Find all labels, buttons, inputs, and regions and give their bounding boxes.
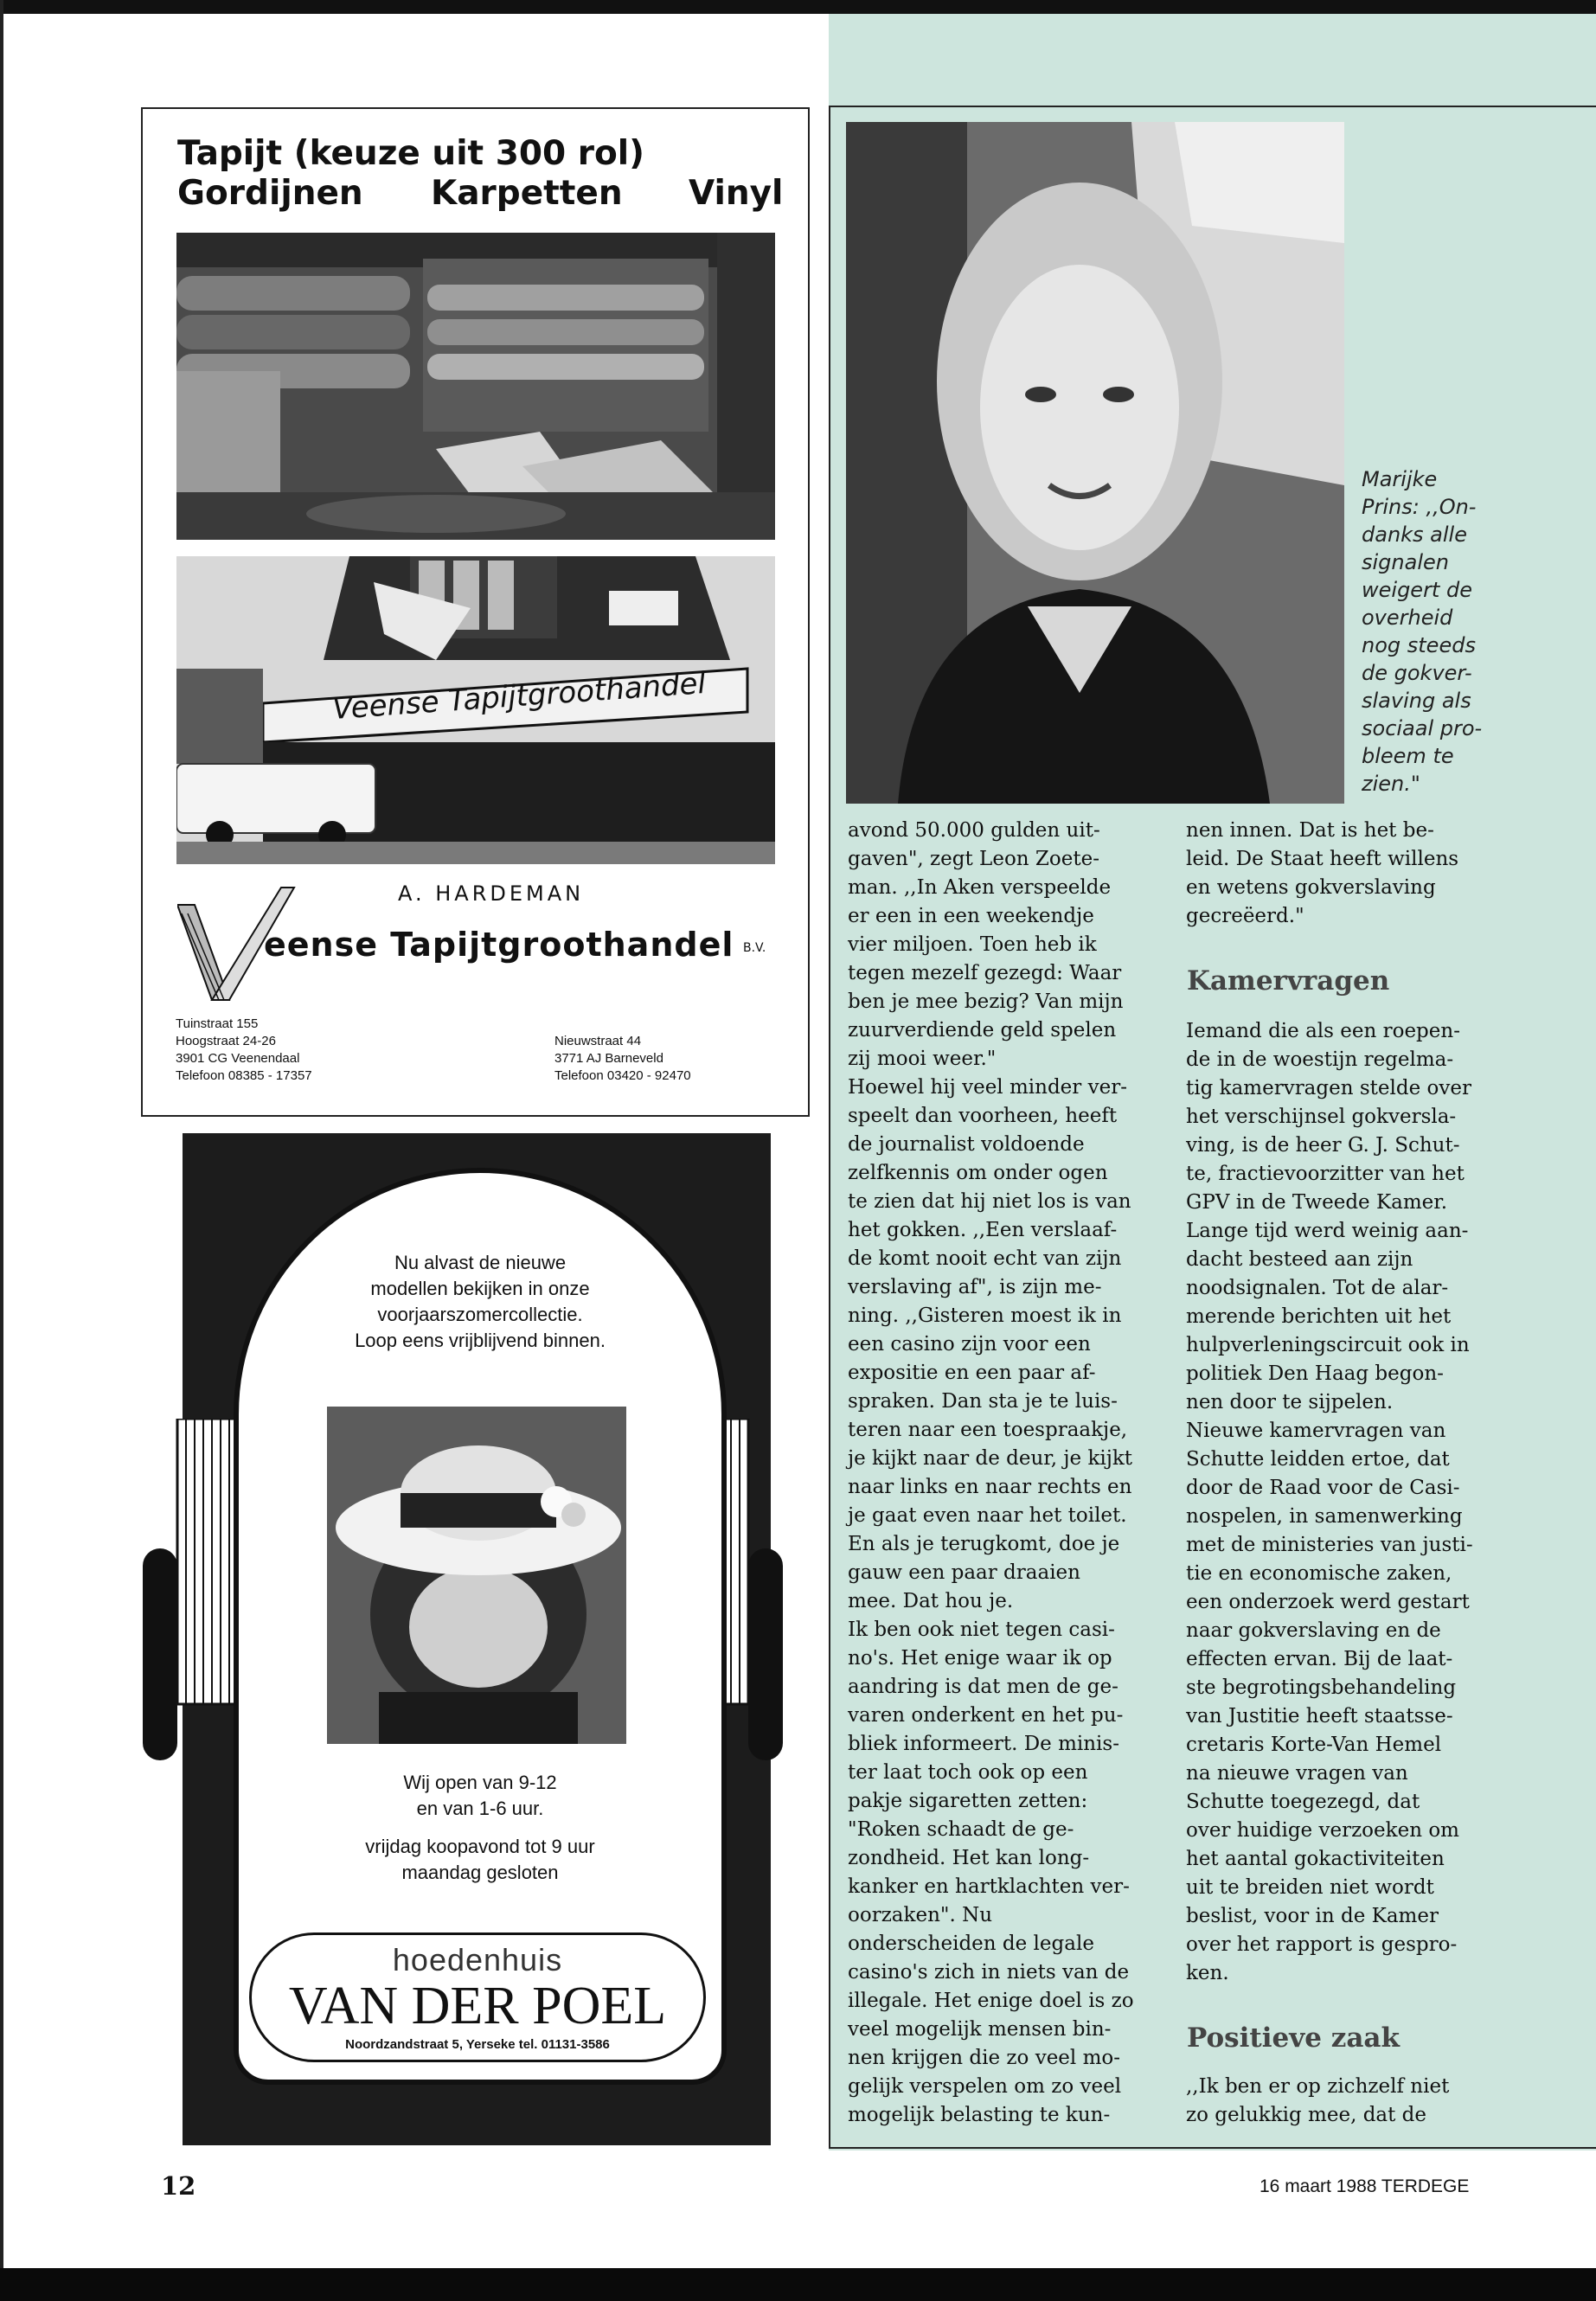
hat-shop-name: VAN DER POEL <box>288 1977 667 2035</box>
heading-positieve-zaak: Positieve zaak <box>1187 2022 1400 2054</box>
hat-ad-intro: Nu alvast de nieuwe modellen bekijken in onze voorjaarszomercollectie. Loop eens vrijblijvend binnen. <box>355 1252 606 1351</box>
page-number: 12 <box>161 2171 196 2201</box>
article-column-2-mid: Iemand die als een roepen- de in de woestijn regelma- tig kamervragen stelde over het verschijnsel gokversla- ving, is de heer G. J. Schut- te, fractievoorzitter van het GPV in de Tweede Kamer. Lange tijd werd weinig aan- dacht besteed aan zijn noodsignalen. Tot de alar- merende berichten uit het hulpverleningscircuit ook in politiek Den Haag begon- nen door te sijpelen. Nieuwe kamervragen van Schutte leidden ertoe, dat door de Raad voor de Casi- nospelen, in samenwerking met de ministeries van justi- tie en economische zaken, een onderzoek werd gestart naar gokverslaving en de effecten ervan. Bij de laat- ste begrotingsbehandeling van Justitie heeft staatsse- cretaris Korte-Van Hemel na nieuwe vragen van Schutte toegezegd, dat over huidige verzoeken om het aantal gokactiviteiten uit te breiden niet wordt beslist, voor in de Kamer over het rapport is gespro- ken. <box>1186 1020 1473 1984</box>
carpet-ad-item-gordijnen: Gordijnen <box>177 174 363 213</box>
store-sign-text: Veense Tapijtgroothandel <box>331 665 708 727</box>
hat-shop-logo-box <box>249 1932 706 2062</box>
marijke-prins-photo <box>846 122 1344 804</box>
showroom-photo <box>176 233 775 540</box>
hat-shop-subtitle: hoedenhuis <box>392 1942 563 1977</box>
left-curtain-decoration <box>143 1419 242 1765</box>
brand-owner-name: A. HARDEMAN <box>398 881 585 906</box>
address-veenendaal: Tuinstraat 155 Hoogstraat 24-26 3901 CG Veenendaal Telefoon 08385 - 17357 <box>176 1016 312 1083</box>
storefront-photo <box>176 556 775 864</box>
bottom-border <box>0 2268 1596 2301</box>
photo-caption: Marijke Prins: ,,On- danks alle signalen weigert de overheid nog steeds de gokver- slaving als sociaal pro- bleem te zien." <box>1362 467 1483 796</box>
brand-suffix: B.V. <box>743 941 766 955</box>
carpet-advertisement <box>141 107 810 1117</box>
hat-shop-address: Noordzandstraat 5, Yerseke tel. 01131-3586 <box>345 2037 610 2052</box>
issue-date-line: 16 maart 1988 TERDEGE <box>1259 2176 1470 2196</box>
carpet-ad-item-karpetten: Karpetten <box>431 174 623 213</box>
hat-ad-hours: Wij open van 9-12 en van 1-6 uur. <box>403 1772 557 1819</box>
address-barneveld: Nieuwstraat 44 3771 AJ Barneveld Telefoon 03420 - 92470 <box>554 1034 691 1083</box>
article-column-2-top: nen innen. Dat is het be- leid. De Staat heeft willens en wetens gokverslaving gecreëerd." <box>1186 819 1459 927</box>
top-border <box>0 0 1596 14</box>
left-edge <box>0 0 3 2301</box>
heading-kamervragen: Kamervragen <box>1187 965 1390 997</box>
carpet-ad-headline: Tapijt (keuze uit 300 rol) <box>177 134 644 173</box>
carpet-ad-item-vinyl: Vinyl <box>689 174 784 213</box>
hat-ad-notes: vrijdag koopavond tot 9 uur maandag gesloten <box>365 1836 595 1883</box>
article-column-1: avond 50.000 gulden uit- gaven", zegt Leon Zoete- man. ,,In Aken verspeelde er een in een weekendje vier miljoen. Toen heb ik tegen mezelf gezegd: Waar ben je mee bezig? Van mijn zuurverdiende geld spelen zij mooi weer." Hoewel hij veel minder ver- speelt dan voorheen, heeft de journalist voldoende zelfkennis om onder ogen te zien dat hij niet los is van het gokken. ,,Een verslaaf- de komt nooit echt van zijn verslaving af", is zijn me- ning. ,,Gisteren moest ik in een casino zijn voor een expositie en een paar af- spraken. Dan sta je te luis- teren naar een toespraakje, je kijkt naar de deur, je kijkt naar links en naar rechts en je gaat even naar het toilet. En als je terugkomt, doe je gauw een paar draaien mee. Dat hou je. Ik ben ook niet tegen casi- no's. Het enige waar ik op aandring is dat men de ge- varen onderkent en het pu- bliek informeert. De minis- ter laat toch ook op een pakje sigaretten zetten: "Roken schaadt de ge- zondheid. Het kan long- kanker en hartklachten ver- oorzaken". Nu onderscheiden de legale casino's zich in niets van de illegale. Het enige doel is zo veel mogelijk mensen bin- nen krijgen die zo veel mo- gelijk verspelen om zo veel mogelijk belasting te kun- <box>848 819 1134 2126</box>
article-column-2-bottom: ,,Ik ben er op zichzelf niet zo gelukkig mee, dat de <box>1186 2075 1450 2126</box>
hat-model-photo <box>327 1407 626 1744</box>
brand-name: eense Tapijtgroothandel <box>264 926 734 964</box>
